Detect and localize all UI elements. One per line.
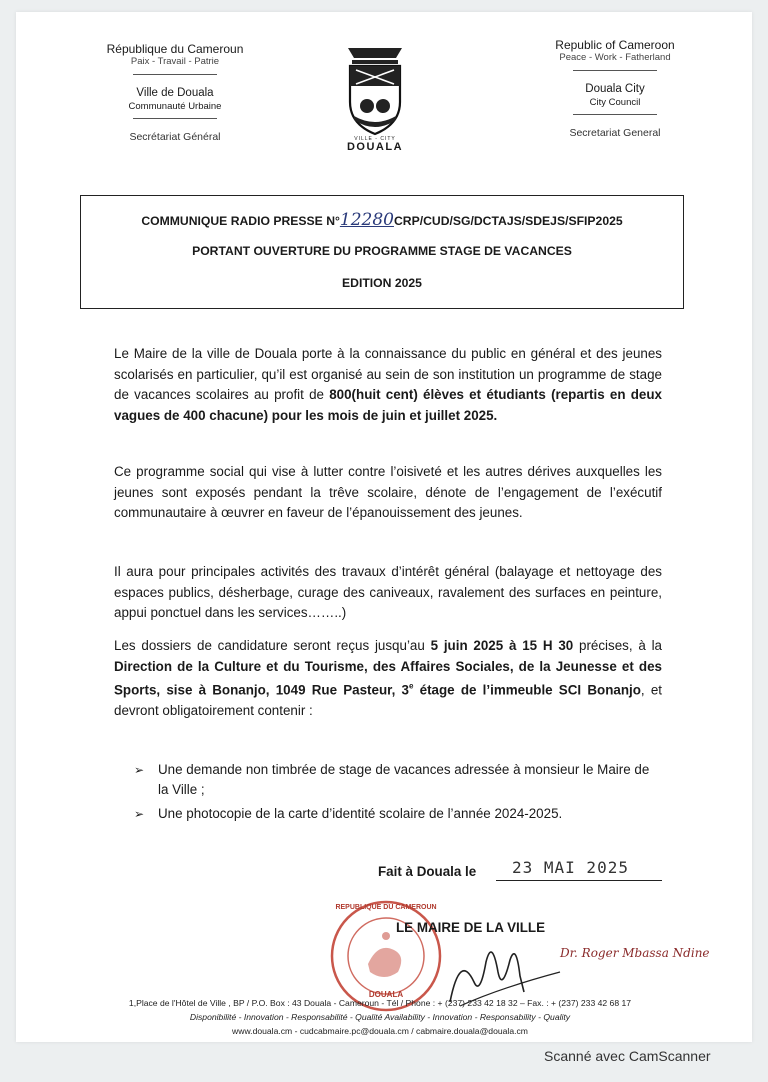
arrow-bullet-icon: ➢ xyxy=(134,807,145,821)
footer-values xyxy=(80,1012,680,1022)
p4-text-c: précises, à la xyxy=(573,638,662,653)
divider xyxy=(133,118,217,119)
communique-edition: EDITION 2025 xyxy=(342,276,422,290)
logo-caption: DOUALA xyxy=(346,141,404,153)
bullet-text: Une demande non timbrée de stage de vacances adressée à monsieur le Maire de la Ville ; xyxy=(158,762,650,797)
council-en: City Council xyxy=(589,96,641,108)
paragraph-1 xyxy=(114,344,662,426)
divider xyxy=(573,114,657,115)
paragraph-4 xyxy=(114,636,662,721)
paragraph-2: Ce programme social qui vise à lutter contre l’oisiveté et les autres dérives auxquelles les jeunes sont exposés pendant la trêve scolaire, dénote de l’engagement de l’exécutif communautaire à œuvrer en faveur de l’épanouissement des jeunes. xyxy=(114,464,662,520)
mayor-title: LE MAIRE DE LA VILLE xyxy=(396,920,546,935)
header-right xyxy=(510,38,720,140)
p4-building: étage de l’immeuble SCI Bonanjo xyxy=(413,682,641,698)
footer-values-text: Disponibilité - Innovation - Responsabilité - Qualité Availability - Innovation - Responsability - Quality xyxy=(189,1012,571,1022)
logo-small-caption: VILLE - CITY xyxy=(354,136,396,142)
document-page xyxy=(16,12,752,1042)
list-item xyxy=(134,804,654,824)
communique-reference xyxy=(81,210,683,230)
stamp-text-inner: DOUALA xyxy=(368,990,404,999)
p4-text-f: , et devront obligatoirement contenir : xyxy=(114,682,662,718)
official-stamp xyxy=(328,898,444,1014)
footer-contacts: www.douala.cm - cudcabmaire.pc@douala.cm / cabmaire.douala@douala.cm xyxy=(232,1026,528,1036)
p1-text: Le Maire de la ville de Douala porte à la connaissance du public en général et des jeunes scolarisés en particulier, qu’il est organisé au sein de son institution un programme de stage de vacances scolaires au profit de xyxy=(114,346,662,402)
country-en: Republic of Cameroon xyxy=(555,38,675,52)
office-fr: Secrétariat Général xyxy=(129,130,221,143)
fait-a-douala-label: Fait à Douala le xyxy=(378,864,477,879)
p4-address: Direction de la Culture et du Tourisme, des Affaires Sociales, de la Jeunesse et des Sports, sise à Bonanjo, 1049 Rue Pasteur, 3 xyxy=(114,658,662,698)
communique-title-box xyxy=(80,195,684,309)
reference-prefix: COMMUNIQUE RADIO PRESSE N° xyxy=(141,214,340,228)
divider xyxy=(573,70,657,71)
camscanner-label: Scanné avec CamScanner xyxy=(544,1048,711,1064)
reference-suffix: CRP/CUD/SG/DCTAJS/SDEJS/SFIP2025 xyxy=(393,214,623,228)
p1-bold: 800(huit cent) élèves et étudiants (repartis en deux vagues de 400 chacune) pour les mois de juin et juillet 2025. xyxy=(114,387,662,423)
douala-coat-of-arms xyxy=(336,44,414,153)
footer-address: 1,Place de l'Hôtel de Ville , BP / P.O. Box : 43 Douala - Cameroun - Tél / Phone : + (237) 233 42 18 32 – Fax. : + (237) 233 42 68 17 xyxy=(128,998,632,1008)
arrow-bullet-icon: ➢ xyxy=(134,763,145,777)
header-left xyxy=(70,42,280,144)
p4-sup: e xyxy=(408,682,414,691)
motto-fr: Paix - Travail - Patrie xyxy=(130,56,220,68)
communique-subject: PORTANT OUVERTURE DU PROGRAMME STAGE DE VACANCES xyxy=(192,244,572,258)
handwritten-date: 23 MAI 2025 xyxy=(512,858,629,877)
country-fr: République du Cameroun xyxy=(106,42,244,56)
council-fr: Communauté Urbaine xyxy=(128,100,222,112)
reference-number: 12280 xyxy=(339,210,394,230)
bullet-text: Une photocopie de la carte d’identité scolaire de l’année 2024-2025. xyxy=(158,806,563,821)
date-line xyxy=(496,858,662,881)
mayor-name: Dr. Roger Mbassa Ndine xyxy=(560,946,710,960)
p4-deadline: 5 juin 2025 à 15 H 30 xyxy=(430,638,574,653)
city-en: Douala City xyxy=(585,82,645,95)
stamp-text-top: REPUBLIQUE DU CAMEROUN xyxy=(335,904,437,911)
coat-of-arms-icon xyxy=(336,44,414,150)
office-en: Secretariat General xyxy=(569,126,661,139)
motto-en: Peace - Work - Fatherland xyxy=(559,52,671,64)
paragraph-3: Il aura pour principales activités des travaux d’intérêt général (balayage et nettoyage des espaces publics, désherbage, curage des caniveaux, ravalement des surfaces en peinture, appui ponctuel dans les services……..) xyxy=(114,564,662,620)
divider xyxy=(133,74,217,75)
p4-text-a: Les dossiers de candidature seront reçus jusqu’au xyxy=(114,638,431,653)
city-fr: Ville de Douala xyxy=(136,86,214,99)
list-item xyxy=(134,760,654,800)
